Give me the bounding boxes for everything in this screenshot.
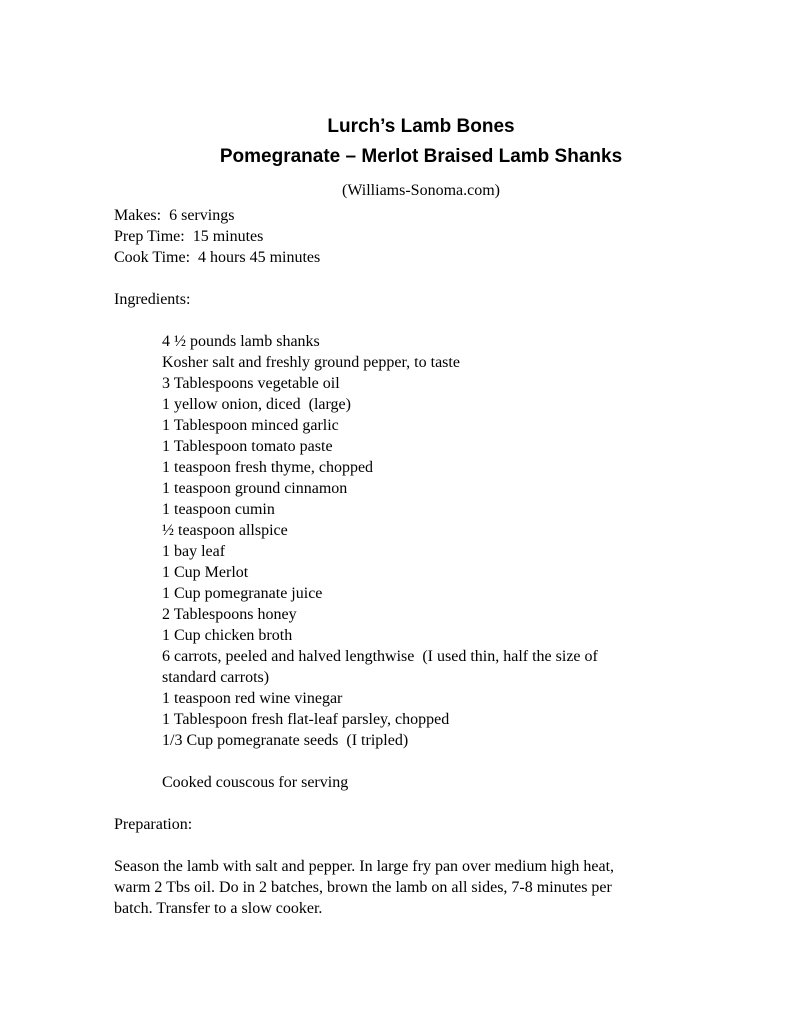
recipe-meta-line: Makes: 6 servings	[114, 207, 235, 224]
recipe-meta-block	[114, 205, 728, 268]
ingredient-line: 1 Cup pomegranate juice	[162, 585, 323, 602]
recipe-title: Lurch’s Lamb Bones	[327, 116, 515, 137]
preparation-line: Season the lamb with salt and pepper. In large fry pan over medium high heat,	[114, 858, 615, 875]
recipe-meta-line: Prep Time: 15 minutes	[114, 228, 264, 245]
ingredient-line: 1/3 Cup pomegranate seeds (I tripled)	[162, 732, 409, 749]
ingredient-line: 1 Tablespoon tomato paste	[162, 438, 333, 455]
ingredient-line: 6 carrots, peeled and halved lengthwise (I used thin, half the size of	[162, 648, 598, 665]
ingredient-line: Kosher salt and freshly ground pepper, to taste	[162, 354, 460, 371]
ingredient-line: 1 Tablespoon minced garlic	[162, 417, 339, 434]
preparation-paragraph	[114, 856, 728, 919]
preparation-line: batch. Transfer to a slow cooker.	[114, 900, 323, 917]
recipe-subtitle: Pomegranate – Merlot Braised Lamb Shanks	[219, 146, 623, 167]
ingredient-line: standard carrots)	[162, 669, 270, 686]
serving-note: Cooked couscous for serving	[162, 774, 349, 791]
ingredient-line: 3 Tablespoons vegetable oil	[162, 375, 340, 392]
ingredient-line: 1 Tablespoon fresh flat-leaf parsley, chopped	[162, 711, 450, 728]
preparation-heading: Preparation:	[114, 816, 193, 833]
ingredient-line: ½ teaspoon allspice	[162, 522, 288, 539]
ingredient-line: 4 ½ pounds lamb shanks	[162, 333, 320, 350]
ingredient-line: 1 bay leaf	[162, 543, 226, 560]
ingredient-line: 1 yellow onion, diced (large)	[162, 396, 351, 413]
ingredient-line: 2 Tablespoons honey	[162, 606, 297, 623]
ingredient-line: 1 teaspoon cumin	[162, 501, 275, 518]
ingredient-line: 1 Cup chicken broth	[162, 627, 293, 644]
ingredient-line: 1 Cup Merlot	[162, 564, 249, 581]
ingredients-heading: Ingredients:	[114, 291, 191, 308]
ingredient-line: 1 teaspoon ground cinnamon	[162, 480, 348, 497]
ingredient-line: 1 teaspoon fresh thyme, chopped	[162, 459, 374, 476]
preparation-line: warm 2 Tbs oil. Do in 2 batches, brown the lamb on all sides, 7-8 minutes per	[114, 879, 612, 896]
recipe-source: (Williams-Sonoma.com)	[342, 182, 500, 199]
recipe-meta-line: Cook Time: 4 hours 45 minutes	[114, 249, 321, 266]
ingredients-list	[114, 331, 728, 751]
ingredient-line: 1 teaspoon red wine vinegar	[162, 690, 343, 707]
